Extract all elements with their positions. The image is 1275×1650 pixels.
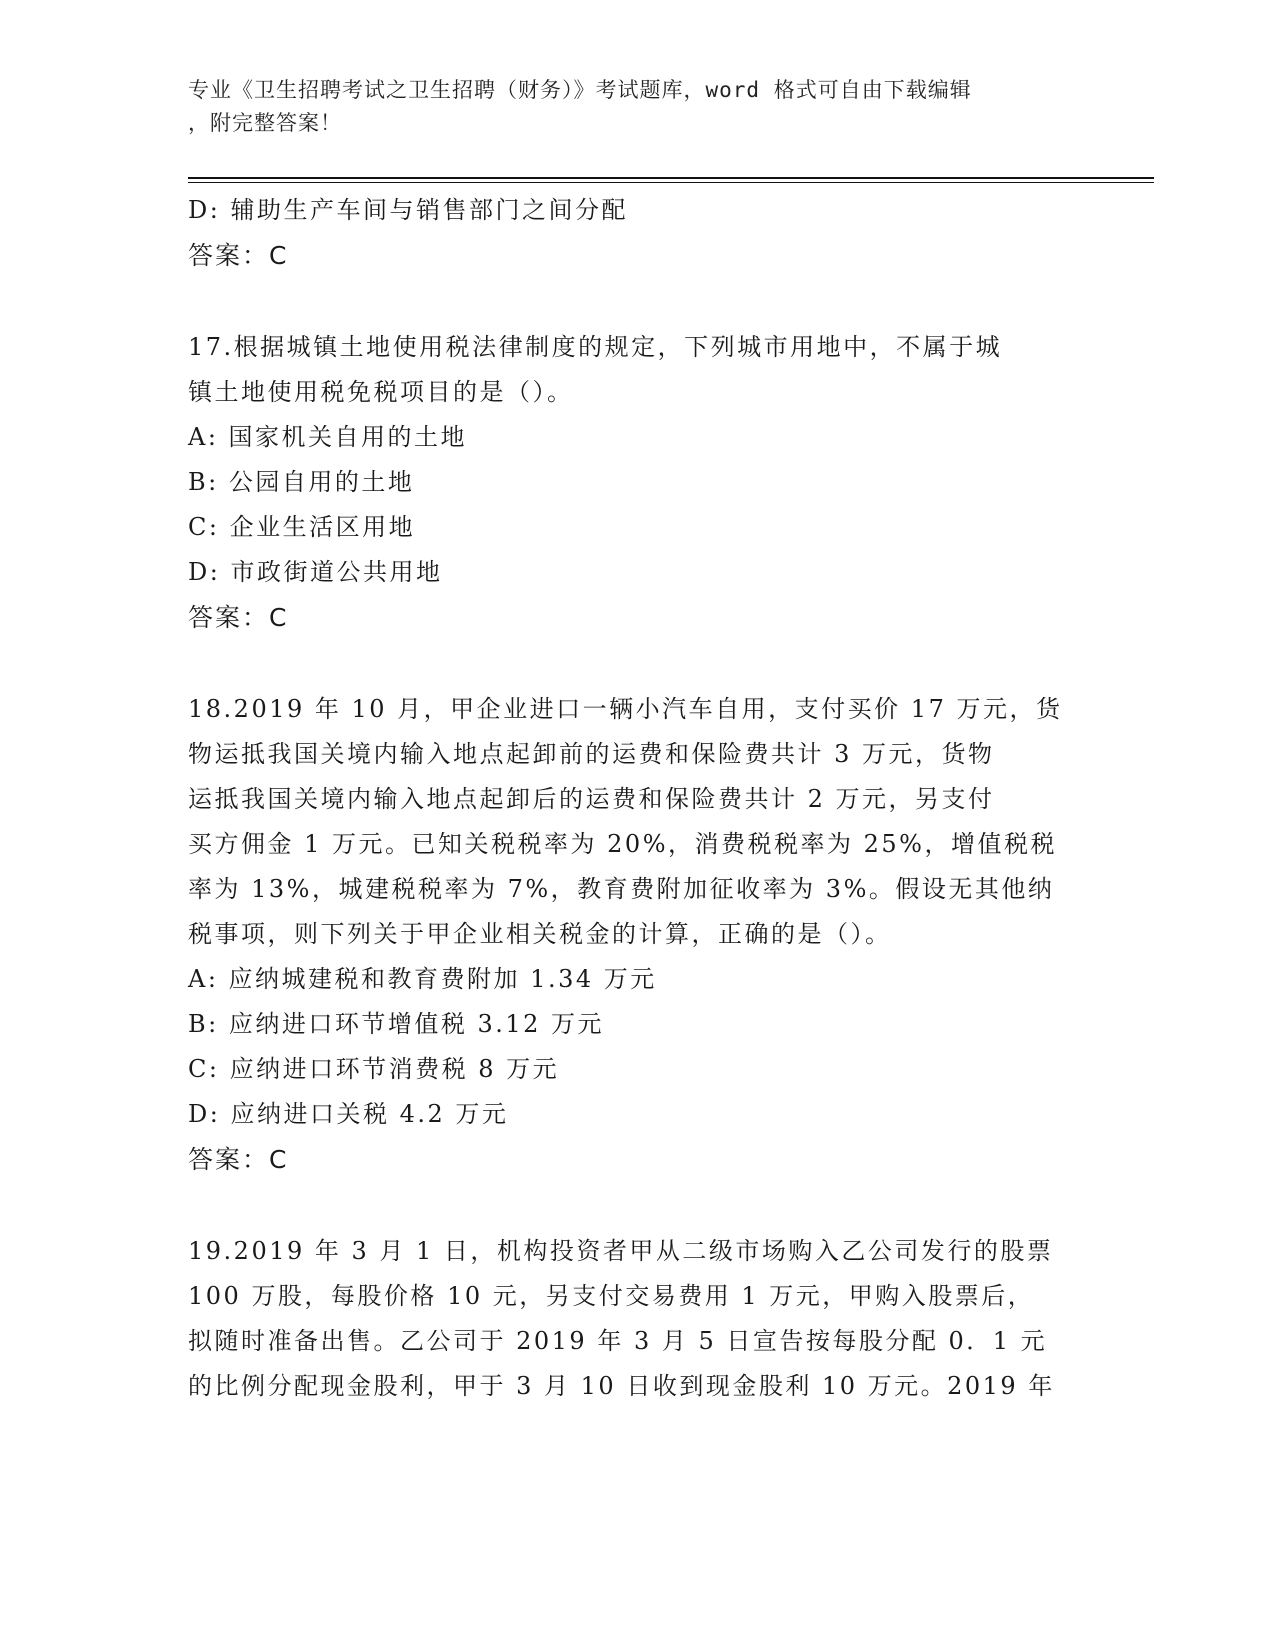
option-c: C: 应纳进口环节消费税 8 万元 bbox=[188, 1055, 560, 1083]
question-stem-line: 的比例分配现金股利，甲于 3 月 10 日收到现金股利 10 万元。2019 年 bbox=[188, 1372, 1055, 1400]
answer-line: 答案：C bbox=[188, 241, 289, 270]
header-rule-thick bbox=[188, 177, 1154, 179]
question-stem-line: 18.2019 年 10 月，甲企业进口一辆小汽车自用，支付买价 17 万元，货 bbox=[188, 695, 1063, 723]
question-19 bbox=[188, 1229, 1088, 1409]
option-d: D: 辅助生产车间与销售部门之间分配 bbox=[188, 196, 628, 224]
question-stem-line: 100 万股，每股价格 10 元，另支付交易费用 1 万元，甲购入股票后， bbox=[188, 1282, 1035, 1310]
option-b: B: 应纳进口环节增值税 3.12 万元 bbox=[188, 1010, 605, 1038]
previous-question-tail bbox=[188, 188, 1088, 278]
option-c: C: 企业生活区用地 bbox=[188, 513, 416, 541]
spacer bbox=[188, 1182, 1088, 1229]
question-stem-line: 17.根据城镇土地使用税法律制度的规定，下列城市用地中，不属于城 bbox=[188, 333, 1003, 361]
question-stem-line: 税事项，则下列关于甲企业相关税金的计算，正确的是（）。 bbox=[188, 920, 892, 948]
document-body bbox=[188, 188, 1088, 1409]
question-stem-line: 19.2019 年 3 月 1 日，机构投资者甲从二级市场购入乙公司发行的股票 bbox=[188, 1237, 1054, 1265]
question-17 bbox=[188, 325, 1088, 640]
question-stem-line: 买方佣金 1 万元。已知关税税率为 20%，消费税税率为 25%，增值税税 bbox=[188, 830, 1057, 858]
answer-line: 答案：C bbox=[188, 603, 289, 632]
header-line-2: ，附完整答案！ bbox=[188, 111, 342, 135]
spacer bbox=[188, 640, 1088, 687]
header-line-1: 专业《卫生招聘考试之卫生招聘（财务）》考试题库，word 格式可自由下载编辑 bbox=[188, 78, 972, 102]
question-stem-line: 物运抵我国关境内输入地点起卸前的运费和保险费共计 3 万元，货物 bbox=[188, 740, 995, 768]
question-stem-line: 运抵我国关境内输入地点起卸后的运费和保险费共计 2 万元，另支付 bbox=[188, 785, 995, 813]
page-header bbox=[188, 74, 1068, 140]
spacer bbox=[188, 278, 1088, 325]
question-stem-line: 率为 13%，城建税税率为 7%，教育费附加征收率为 3%。假设无其他纳 bbox=[188, 875, 1055, 903]
option-d: D: 市政街道公共用地 bbox=[188, 558, 443, 586]
option-b: B: 公园自用的土地 bbox=[188, 468, 415, 496]
question-stem-line: 拟随时准备出售。乙公司于 2019 年 3 月 5 日宣告按每股分配 0．1 元 bbox=[188, 1327, 1048, 1355]
question-18 bbox=[188, 687, 1088, 1182]
option-a: A: 国家机关自用的土地 bbox=[188, 423, 468, 451]
answer-line: 答案：C bbox=[188, 1145, 289, 1174]
option-a: A: 应纳城建税和教育费附加 1.34 万元 bbox=[188, 965, 657, 993]
header-rule-thin bbox=[188, 182, 1154, 183]
option-d: D: 应纳进口关税 4.2 万元 bbox=[188, 1100, 509, 1128]
question-stem-line: 镇土地使用税免税项目的是（）。 bbox=[188, 378, 574, 406]
